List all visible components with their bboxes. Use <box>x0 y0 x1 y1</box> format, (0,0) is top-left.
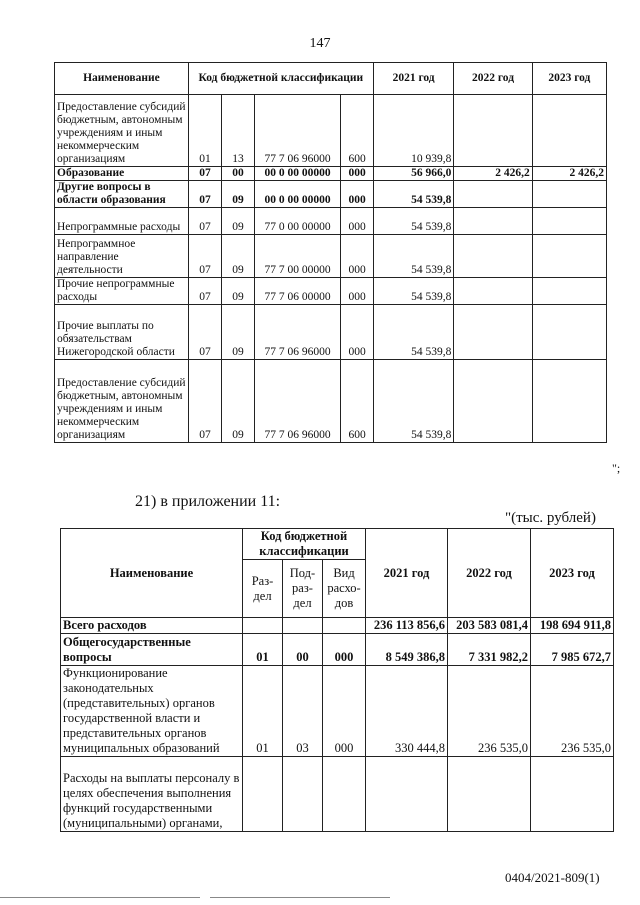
row-value-2023 <box>532 208 606 235</box>
row-expense-type: 600 <box>341 95 373 167</box>
row-expense-type: 000 <box>323 666 366 757</box>
quote-end-mark: "; <box>612 461 621 475</box>
table-row <box>55 95 607 167</box>
row-value-2022 <box>448 757 531 832</box>
row-value-2023 <box>532 305 606 360</box>
table-row <box>55 360 607 443</box>
row-section: 07 <box>188 360 221 443</box>
row-name: Предоставление субсидий бюджетным, автономным учреждениям и иным некоммерческим организациям <box>55 95 189 167</box>
row-value-2021: 54 539,8 <box>373 360 453 443</box>
table-row <box>55 181 607 208</box>
row-value-2023 <box>531 757 614 832</box>
row-value-2023: 236 535,0 <box>531 666 614 757</box>
row-value-2022: 236 535,0 <box>448 666 531 757</box>
row-name: Функционирование законодательных (представительных) органов государственной власти и представительных органов муниципальных образований <box>61 666 243 757</box>
col-header-subsection: Под-раз-дел <box>283 560 323 618</box>
row-value-2022 <box>454 305 532 360</box>
row-subsection: 09 <box>222 305 254 360</box>
row-section: 07 <box>188 167 221 181</box>
document-code: 0404/2021-809(1) <box>505 870 600 885</box>
col-header-name: Наименование <box>55 63 189 95</box>
row-name: Непрограммное направление деятельности <box>55 235 189 278</box>
units-label: "(тыс. рублей) <box>505 510 596 526</box>
row-expense-type: 000 <box>341 305 373 360</box>
row-expense-type: 000 <box>341 235 373 278</box>
col-header-2022: 2022 год <box>454 63 532 95</box>
row-value-2022: 203 583 081,4 <box>448 618 531 634</box>
table-row <box>55 278 607 305</box>
row-subsection: 09 <box>222 278 254 305</box>
row-value-2023 <box>532 278 606 305</box>
table-row <box>55 305 607 360</box>
page-number: 147 <box>309 36 331 51</box>
col-header-code: Код бюджетной классификации <box>188 63 373 95</box>
row-value-2022 <box>454 208 532 235</box>
row-name: Прочие выплаты по обязательствам Нижегородской области <box>55 305 189 360</box>
row-subsection <box>283 757 323 832</box>
row-target-article: 77 7 06 96000 <box>254 305 341 360</box>
col-header-2023: 2023 год <box>531 529 614 618</box>
table-row <box>55 167 607 181</box>
budget-table-continued <box>54 62 607 443</box>
row-value-2021: 236 113 856,6 <box>366 618 448 634</box>
row-subsection: 03 <box>283 666 323 757</box>
row-section: 07 <box>188 208 221 235</box>
row-target-article: 77 7 06 00000 <box>254 278 341 305</box>
col-header-2022: 2022 год <box>448 529 531 618</box>
row-subsection: 09 <box>222 235 254 278</box>
row-name: Всего расходов <box>61 618 243 634</box>
bottom-rule <box>0 897 200 898</box>
expenditure-table <box>60 528 614 832</box>
col-header-code: Код бюджетной классификации <box>243 529 366 560</box>
row-value-2021: 10 939,8 <box>373 95 453 167</box>
col-header-expense-type: Вид расхо-дов <box>323 560 366 618</box>
row-expense-type: 600 <box>341 360 373 443</box>
row-section: 01 <box>243 634 283 666</box>
table-row <box>61 757 614 832</box>
row-target-article: 77 7 06 96000 <box>254 360 341 443</box>
col-header-2023: 2023 год <box>532 63 606 95</box>
row-section <box>243 618 283 634</box>
row-value-2021: 54 539,8 <box>373 181 453 208</box>
row-section: 07 <box>188 181 221 208</box>
row-section: 07 <box>188 278 221 305</box>
row-value-2022 <box>454 235 532 278</box>
row-expense-type: 000 <box>341 278 373 305</box>
table-row <box>61 618 614 634</box>
row-name: Прочие непрограммные расходы <box>55 278 189 305</box>
row-value-2022 <box>454 181 532 208</box>
row-value-2022: 2 426,2 <box>454 167 532 181</box>
row-name: Непрограммные расходы <box>55 208 189 235</box>
row-target-article: 00 0 00 00000 <box>254 181 341 208</box>
row-expense-type: 000 <box>341 167 373 181</box>
row-expense-type: 000 <box>323 634 366 666</box>
row-name: Общегосударственные вопросы <box>61 634 243 666</box>
row-subsection: 00 <box>283 634 323 666</box>
row-value-2022 <box>454 360 532 443</box>
col-header-2021: 2021 год <box>373 63 453 95</box>
row-subsection: 09 <box>222 208 254 235</box>
row-section: 01 <box>188 95 221 167</box>
row-value-2022 <box>454 278 532 305</box>
row-target-article: 77 7 06 96000 <box>254 95 341 167</box>
row-subsection <box>283 618 323 634</box>
row-value-2023: 7 985 672,7 <box>531 634 614 666</box>
row-subsection: 13 <box>222 95 254 167</box>
row-value-2021 <box>366 757 448 832</box>
col-header-2021: 2021 год <box>366 529 448 618</box>
table-row <box>61 666 614 757</box>
row-expense-type <box>323 618 366 634</box>
row-name: Предоставление субсидий бюджетным, автономным учреждениям и иным некоммерческим организациям <box>55 360 189 443</box>
row-expense-type: 000 <box>341 181 373 208</box>
row-target-article: 77 0 00 00000 <box>254 208 341 235</box>
row-target-article: 77 7 00 00000 <box>254 235 341 278</box>
row-value-2021: 54 539,8 <box>373 208 453 235</box>
col-header-section: Раз-дел <box>243 560 283 618</box>
row-value-2021: 54 539,8 <box>373 305 453 360</box>
row-value-2022: 7 331 982,2 <box>448 634 531 666</box>
row-value-2023 <box>532 95 606 167</box>
row-value-2021: 330 444,8 <box>366 666 448 757</box>
table-row <box>55 235 607 278</box>
row-subsection: 09 <box>222 360 254 443</box>
row-value-2021: 54 539,8 <box>373 235 453 278</box>
table-row <box>55 208 607 235</box>
row-value-2023 <box>532 181 606 208</box>
row-value-2021: 56 966,0 <box>373 167 453 181</box>
row-subsection: 09 <box>222 181 254 208</box>
row-section <box>243 757 283 832</box>
row-name: Расходы на выплаты персоналу в целях обеспечения выполнения функций государственными (муниципальными) органами, <box>61 757 243 832</box>
row-name: Образование <box>55 167 189 181</box>
row-value-2022 <box>454 95 532 167</box>
row-value-2021: 8 549 386,8 <box>366 634 448 666</box>
col-header-name: Наименование <box>61 529 243 618</box>
table-row <box>61 634 614 666</box>
row-value-2021: 54 539,8 <box>373 278 453 305</box>
row-value-2023: 2 426,2 <box>532 167 606 181</box>
row-value-2023 <box>532 235 606 278</box>
row-value-2023 <box>532 360 606 443</box>
row-target-article: 00 0 00 00000 <box>254 167 341 181</box>
row-name: Другие вопросы в области образования <box>55 181 189 208</box>
row-value-2023: 198 694 911,8 <box>531 618 614 634</box>
row-section: 07 <box>188 305 221 360</box>
row-expense-type: 000 <box>341 208 373 235</box>
bottom-rule <box>210 897 390 898</box>
row-expense-type <box>323 757 366 832</box>
row-subsection: 00 <box>222 167 254 181</box>
row-section: 07 <box>188 235 221 278</box>
row-section: 01 <box>243 666 283 757</box>
section-heading: 21) в приложении 11: <box>135 493 281 510</box>
